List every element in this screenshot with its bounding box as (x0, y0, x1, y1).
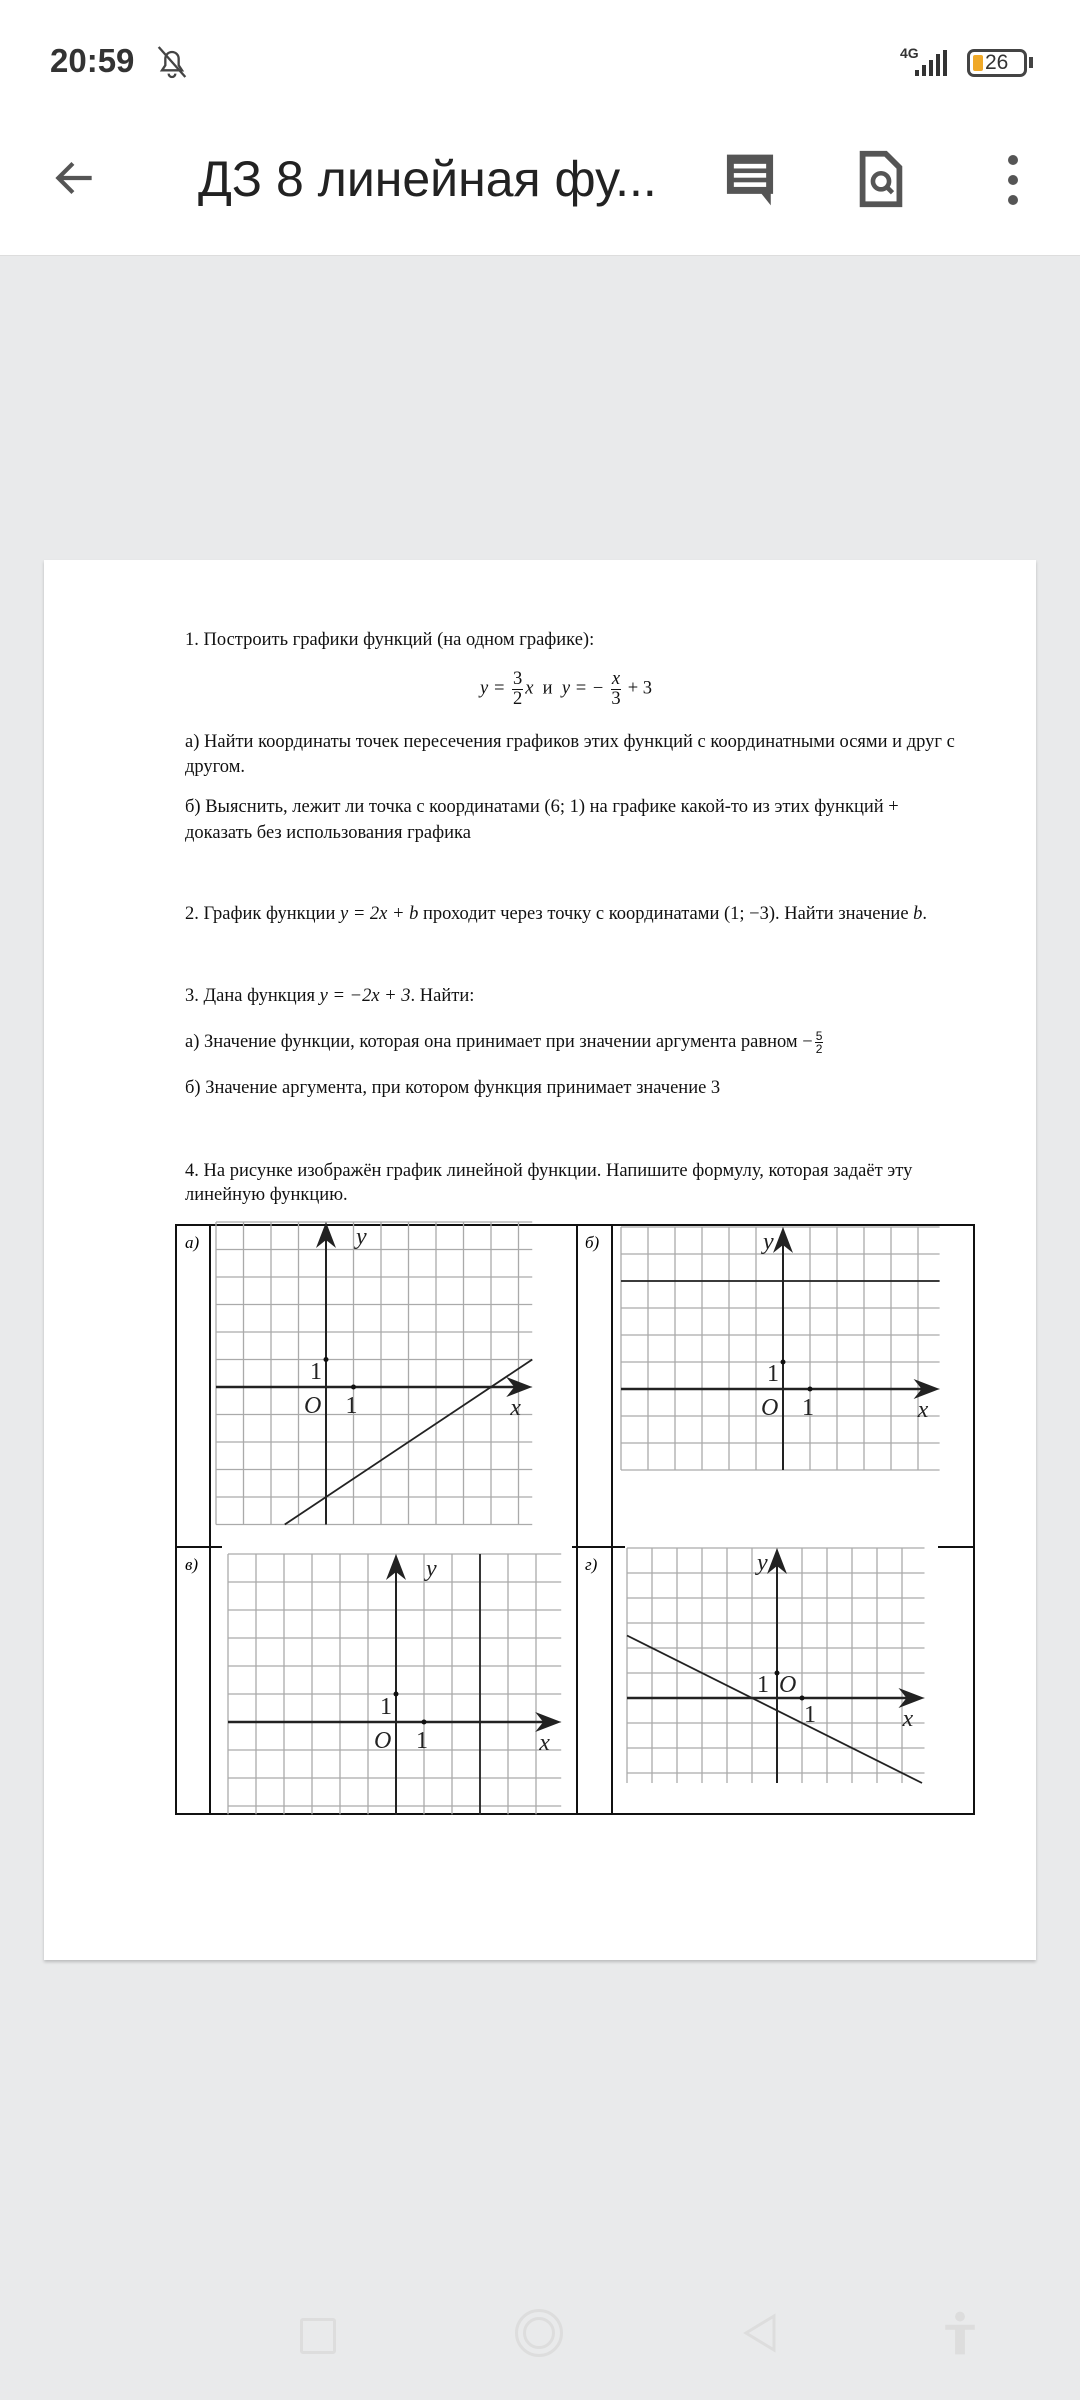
graph-panel (585, 1227, 940, 1470)
graph-panel-label: б) (585, 1233, 600, 1252)
y-axis-label: y (426, 1556, 437, 1582)
origin-label: O (779, 1672, 797, 1698)
recent-apps-button[interactable] (300, 2318, 336, 2354)
q1-title: 1. Построить графики функций (на одном графике): (185, 630, 595, 650)
q1-a-line2: другом. (185, 757, 246, 777)
q3-text: 3. Дана функция y = −2x + 3. Найти: (185, 986, 475, 1006)
accessibility-button[interactable] (940, 2310, 980, 2356)
q4-line2: линейную функцию. (185, 1185, 348, 1205)
graph-panel-label: г) (585, 1555, 598, 1574)
origin-label: O (374, 1728, 392, 1754)
y-unit-point (781, 1360, 786, 1365)
graph-panel (585, 1548, 925, 1783)
graph-panel (185, 1554, 561, 1814)
graph-table-frame (176, 1225, 974, 1814)
function-graph-line (627, 1636, 922, 1784)
x-axis-label: x (902, 1706, 914, 1732)
y-axis-label: y (757, 1550, 768, 1576)
graph-panel-label: а) (185, 1233, 200, 1252)
back-nav-button[interactable] (742, 2313, 778, 2353)
y-axis-label: y (763, 1229, 774, 1255)
q1-b-line1: б) Выяснить, лежит ли точка с координатами (6; 1) на графике какой-то из этих функций + (185, 797, 899, 817)
q1-formula: y = $\frac{3}{2}$ x и y = − $\frac{x}{3}$ + 3 (480, 669, 653, 709)
y-axis-label: y (356, 1224, 367, 1250)
y-unit-label: 1 (757, 1672, 769, 1698)
battery-level: 26 (985, 51, 1009, 74)
x-unit-point (808, 1387, 813, 1392)
graph-panel-label: в) (185, 1555, 199, 1574)
network-type: 4G (900, 45, 919, 61)
origin-label: O (761, 1395, 779, 1421)
q1-b-line2: доказать без использования графика (185, 823, 471, 843)
q1-a-line1: а) Найти координаты точек пересечения графиков этих функций с координатными осями и друг с (185, 732, 955, 752)
y-unit-point (324, 1357, 329, 1362)
q3-a: а) Значение функции, которая она принимает при значении аргумента равном − $\frac{5}{2}$ (185, 1029, 823, 1056)
y-unit-label: 1 (767, 1361, 779, 1387)
x-axis-label: x (510, 1395, 521, 1421)
q2-text: 2. График функции y = 2x + b проходит через точку с координатами (1; −3). Найти значение b. (185, 904, 928, 924)
x-unit-point (351, 1385, 356, 1390)
home-button[interactable] (515, 2309, 563, 2357)
graph-panel (185, 1222, 532, 1525)
y-unit-label: 1 (310, 1359, 322, 1385)
x-unit-point (422, 1720, 427, 1725)
q3-b: б) Значение аргумента, при котором функция принимает значение 3 (185, 1078, 721, 1098)
x-unit-label: 1 (416, 1728, 428, 1754)
x-unit-point (800, 1696, 805, 1701)
status-time: 20:59 (50, 42, 135, 79)
origin-label: O (304, 1393, 322, 1419)
document-title: ДЗ 8 линейная фу... (198, 151, 657, 207)
x-unit-label: 1 (804, 1702, 816, 1728)
x-axis-label: x (539, 1730, 550, 1756)
x-unit-label: 1 (802, 1395, 814, 1421)
x-axis-label: x (917, 1397, 929, 1423)
y-unit-label: 1 (380, 1694, 392, 1720)
x-unit-label: 1 (345, 1393, 358, 1419)
system-nav-bar (0, 2270, 1080, 2400)
y-unit-point (394, 1692, 399, 1697)
q4-line1: 4. На рисунке изображён график линейной функции. Напишите формулу, которая задаёт эту (185, 1161, 913, 1181)
